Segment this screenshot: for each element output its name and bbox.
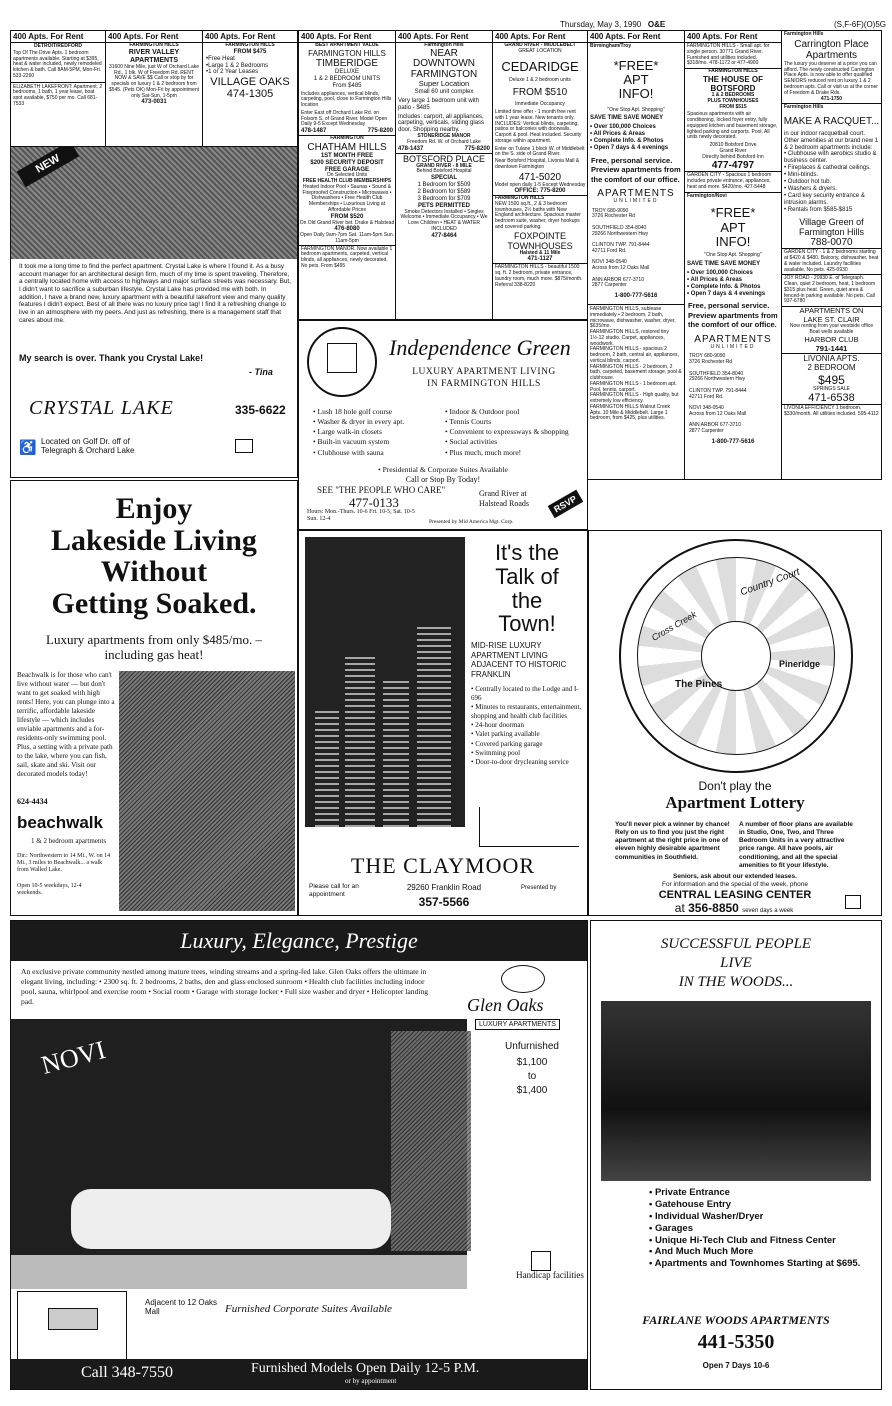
ad-phones: 478-1487 775-8200 xyxy=(301,128,393,135)
office-row: SOUTHFIELD 354-8040 29266 Northwestern Hwy xyxy=(592,224,649,237)
amenity-item: • Door-to-door drycleaning service xyxy=(471,757,569,766)
amenity-item: • Large walk-in closets xyxy=(313,427,382,437)
ad-title: Independence Green xyxy=(389,335,571,360)
ad-phone: 473-0031 xyxy=(141,99,167,106)
ad-phone: 471-1127 xyxy=(527,256,553,263)
col-header: 400 Apts. For Rent xyxy=(11,31,105,43)
body-text: A number of floor plans are available in Studio, One, Two, and Three Bedroom Units in a very attractive price range. All have pools, air conditioning, and all the special amenities to fit your lifestyle. xyxy=(739,821,853,869)
subheadline: MID-RISE LUXURY APARTMENT LIVING ADJACENT TO HISTORIC FRANKLIN xyxy=(471,641,567,679)
ad-line: On Selected Units xyxy=(326,172,368,179)
office-row: SOUTHFIELD 354-8040 29266 Northwestern Hwy xyxy=(689,370,746,383)
masthead-date: Thursday, May 3, 1990 xyxy=(560,20,642,29)
ad-price: FROM $520 xyxy=(330,213,364,220)
ad-text: Enter on Tulane 1 block W. of Middlebelt on the S. side of Grand River. xyxy=(495,145,585,158)
accessibility-icon: ♿ xyxy=(19,439,37,455)
ad-city: Farmington Hills xyxy=(784,104,824,110)
ad-phone: 474-1305 xyxy=(226,88,274,101)
ad-price: From $485 xyxy=(332,82,362,89)
location-text: Located on Golf Dr. off of Telegraph & Orchard Lake xyxy=(41,437,135,455)
ad-name: UNLIMITED xyxy=(710,343,756,350)
ad-text: Very large 1 bedroom unit with patio - $485 xyxy=(398,97,480,111)
ad-text: FARMINGTON HILLS - beautiful 1500 sq. ft. 2 bedroom, private entrance, laundry room, much more. $875/month. Referral 338-8220 xyxy=(495,264,583,288)
ad-name: UNLIMITED xyxy=(613,197,659,204)
ad-name: BOTSFORD PLACE xyxy=(402,153,485,164)
ad-text: Heated Indoor Pool • Saunas • Sound & Fireproofed Construction • Microwaves • Dishwashers • Free Health Club Memberships • Luxurious Living at Affordable Prices xyxy=(302,183,392,213)
col-header: 400 Apts. For Rent xyxy=(299,31,395,43)
photo-woods-lake xyxy=(601,1001,871,1181)
phone-number: 335-6622 xyxy=(235,403,286,417)
ad-phone: 471-5020 xyxy=(518,171,562,183)
free-apt-info: *FREE* APT INFO! xyxy=(613,57,659,102)
equal-housing-icon xyxy=(845,895,861,909)
phone-number: 477-0133 xyxy=(349,495,399,510)
ad-city: Birmingham/Troy xyxy=(590,43,632,49)
ad-sub: 1 & 2 bedroom apartments xyxy=(31,837,107,845)
ad-tagline: "One Stop Apt. Shopping" xyxy=(704,252,762,259)
equal-housing-icon xyxy=(235,439,253,453)
headline: Don't play the xyxy=(698,779,772,793)
col-header: 400 Apts. For Rent xyxy=(106,31,202,43)
ad-city: Farmington/Novi xyxy=(687,192,727,199)
classified-col-3 xyxy=(202,30,298,148)
office-row: TROY 680-9090 3726 Rochester Rd xyxy=(689,353,733,366)
office-row: ANN ARBOR 677-3710 2877 Carpenter xyxy=(689,422,741,435)
ad-text: Spacious apartments with air conditioning, locked foyer entry, fully equipped kitchen and basement storage, lighted parking and carports. Pool. All units newly decorated. xyxy=(687,111,778,141)
building-icon xyxy=(327,343,357,373)
bullet-item: • Open 7 days & 4 evenings xyxy=(590,144,669,151)
ad-address: Directly behind Botsford Inn xyxy=(702,153,764,160)
amenity-item: • Lush 18 hole golf course xyxy=(313,407,393,416)
bullet-item: •1 or 2 Year Leases xyxy=(206,69,259,76)
ad-sub: Deluxe 1 & 2 bedroom units xyxy=(509,76,571,83)
ad-city: FARMINGTON HILLS xyxy=(225,42,275,48)
fairlane-woods-ad xyxy=(590,920,882,1390)
ad-sub: DELUXE xyxy=(334,68,359,75)
amenity-item: • Minutes to restaurants, entertainment, shopping and health club facilities xyxy=(471,703,582,721)
crystal-lake-logo: CRYSTAL LAKE xyxy=(29,397,174,419)
new-badge: NEW xyxy=(17,146,79,187)
bullet-item: • All Prices & Areas xyxy=(687,276,743,283)
bullet-item: • Washers & dryers. xyxy=(784,185,837,192)
lottery-wheel-graphic xyxy=(619,539,853,773)
logo-subtitle: LUXURY APARTMENTS xyxy=(475,1019,560,1030)
ad-name: CEDARIDGE xyxy=(501,58,579,74)
banner-text: Luxury, Elegance, Prestige xyxy=(180,928,418,953)
body-text: You'll never pick a winner by chance! Rely on us to find you just the right apartment at the right price in one of eleven highly desirable apartment communities in Southfield. xyxy=(615,821,730,861)
ad-name: APARTMENTS xyxy=(694,333,772,345)
ad-text: Smoke Detectors Installed • Singles Welcome • Immediate Occupancy • We Love Children • HEAT & WATER INCLUDED xyxy=(400,208,488,232)
ad-text: to xyxy=(527,1071,537,1082)
ad-text: Adjacent to 12 Oaks Mall xyxy=(145,1298,218,1316)
ad-text: 31600 Nine Mile, just W of Orchard Lake Rd., 1 blk. W of Freedom Rd. RENT NOW & SAVE $$ Call or stop by for specials on luxury 1 & 2 bedroom from $545. (Pets OK) Mon-Fri by appointment only Sat-Sun, 1-5pm xyxy=(108,63,200,99)
ad-text: NEW 1500 sq.ft., 2 & 3 bedroom townhouses, 2½ baths with New England architecture. Spacious master bedroom suite, washer, dryer hookups and covered parking. xyxy=(495,200,581,230)
classified-col-6 xyxy=(492,30,588,320)
ad-city: FARMINGTON HILLS xyxy=(129,42,179,48)
bullet-item: • Open 7 days & 4 evenings xyxy=(687,290,766,297)
amenity-item: • Plus much, much more! xyxy=(445,447,522,457)
headline: SUCCESSFUL PEOPLE LIVE IN THE WOODS... xyxy=(660,936,812,990)
ad-price: 3 Bedroom for $709 xyxy=(417,195,471,202)
ad-line: FREE GARAGE xyxy=(324,166,369,173)
ad-text: JOY ROAD - 20930 E. of Telegraph. Clean, quiet 2 bedroom, heat, 1 bedroom $315 plus heat. Green, quiet area & fenced-in parking available. No pets. Call 937-6780 xyxy=(784,275,876,305)
ad-text: LIVONIA EFFICIENCY 1 bedroom, $330/month. All utilities included. 595-4112 xyxy=(784,405,879,418)
col-header: 400 Apts. For Rent xyxy=(396,31,492,43)
ad-price: 2 Bedroom for $589 xyxy=(417,188,471,195)
claymoor-logo: THE CLAYMOOR xyxy=(350,853,536,878)
amenity-item: • Apartments and Townhomes Starting at $695. xyxy=(649,1258,861,1270)
ad-name: NEAR DOWNTOWN FARMINGTON xyxy=(410,47,478,80)
ad-phone: 791-1441 xyxy=(815,343,848,353)
ad-line: $200 SECURITY DEPOSIT xyxy=(310,159,384,166)
masthead-code: (S,F-6F)(O)5G xyxy=(834,20,886,29)
ad-sub: Small 60 unit complex xyxy=(414,88,474,95)
ad-label: GRAND RIVER - MIDDLEBELT xyxy=(504,42,576,48)
bullet-item: •Large 1 & 2 Bedrooms xyxy=(206,62,269,69)
amenity-item: • Tennis Courts xyxy=(445,417,492,427)
amenity-item: • Built-in vacuum system xyxy=(313,437,390,447)
ad-phone: OFFICE: 775-8200 xyxy=(514,188,566,195)
testimonial-signature: - Tina xyxy=(249,367,273,377)
bullet-item: • Outdoor hot tub. xyxy=(784,178,832,185)
ad-name: LAKE ST. CLAIR xyxy=(803,314,860,324)
ad-text: Free, personal service. Preview apartments from the comfort of our office. xyxy=(688,301,778,330)
ad-phone: 471-1750 xyxy=(820,96,843,103)
office-row: ANN ARBOR 677-3710 2877 Carpenter xyxy=(592,276,644,289)
bullet-item: •Free Heat xyxy=(206,55,235,62)
amenity-item: • Convenient to expressways & shopping xyxy=(445,427,569,437)
ad-text: GARDEN CITY - 1 & 2 bedrooms starting at $420 & $480. Balcony, dishwasher, heat & water included. Laundry facilities available. No pets. 425-0930 xyxy=(784,249,879,273)
ad-text: FARMINGTON HILLS - Small apt. for single person. 30771 Grand River. Furnished and utilities included. $318/mo. 478-1172 or 477-4900 xyxy=(687,43,770,67)
small-classifieds: FARMINGTON HILLS, sublease immediately • 2 bedroom, 2 bath, microwave, dishwasher, washer, dryer, $635/mo. FARMINGTON HILLS, restored tiny 1½-12 studio. Carpet, appliances, woodwork. FARMINGTON HILLS - spacious 2 bedroom, 2 bath, central air, appliances, vertical blinds, carport. FARMINGTON HILLS - 2 bedroom, 2 bath, carpeted, basement storage, pool & clubhouse. FARMINGTON HILLS - 1 bedroom apt. Pool, tennis, carport. FARMINGTON HILLS - High quality, but extremely low efficiency. FARMINGTON HILLS Walnut Creek Apts. 10 Mile & Middlebelt. Large 1 bedroom, from $425, plus utilities. xyxy=(590,306,682,422)
headline: It's the Talk of the Town! xyxy=(494,540,560,637)
ad-city: FARMINGTON HILLS xyxy=(708,68,758,74)
ad-name: THE HOUSE OF xyxy=(702,74,763,84)
ad-title: DETROIT/REDFORD xyxy=(33,43,83,49)
ad-text: For information and the special of the week, phone xyxy=(662,881,808,888)
ad-name: STONERIDGE MANOR xyxy=(417,133,471,140)
ad-text: • Presidential & Corporate Suites Available xyxy=(378,465,508,474)
ad-line: FREE HEALTH CLUB MEMBERSHIPS xyxy=(302,178,392,185)
ad-sub: Unfurnished xyxy=(505,1041,559,1052)
ad-text: Seniors, ask about our extended leases. xyxy=(673,873,797,880)
ad-hours: Hours: Mon.-Thurs. 10-6 Fri. 10-5, Sat. 10-5 Sun. 12-4 xyxy=(307,509,415,522)
ad-text: Now renting from your westside office xyxy=(789,323,874,330)
bullet-item: • Clubhouse with aerobics studio & business center. xyxy=(784,151,877,165)
crystal-lake-ad xyxy=(10,146,298,478)
amenity-item: • Clubhouse with sauna xyxy=(313,447,384,457)
classified-col-7 xyxy=(587,30,685,480)
ad-location: Halsted & 11 Mile xyxy=(519,249,561,256)
ad-hours: Model open daily 1-5 Except Wednesday xyxy=(494,181,586,188)
headline: Apartment Lottery xyxy=(665,793,805,812)
ad-price: FROM $475 xyxy=(233,48,267,55)
phone-number: 357-5566 xyxy=(418,895,470,909)
ad-text: Handicap facilities xyxy=(516,1270,584,1280)
ad-phone: 1-800-777-5616 xyxy=(711,438,755,445)
glen-oaks-emblem-icon xyxy=(501,965,545,993)
community-name: Cross Creek xyxy=(649,609,699,643)
beachwalk-ad xyxy=(10,480,298,916)
ad-text: Top Of The Drive Apts. 1 bedroom apartments available. Starting at $395, heat & water included, newly remodeled kitchen & bath. Call 8AM-5PM, Mon-Fri. 533-2260 xyxy=(13,49,102,79)
bullet-item: • Mini-blinds. xyxy=(784,172,819,179)
ad-slogan: SAVE TIME SAVE MONEY xyxy=(590,115,664,122)
ad-slogan: SEE "THE PEOPLE WHO CARE" xyxy=(317,485,446,495)
ad-city: FARMINGTON HILLS xyxy=(308,48,386,58)
ad-address: Grand River xyxy=(719,147,747,154)
amenity-item: • Centrally located to the Lodge and I-696 xyxy=(471,685,579,703)
ad-sub: GRAND RIVER - 8 MILE xyxy=(416,162,472,169)
ad-text: Includes: carport, all appliances, carpeting, verticals, sliding glass door. Shopping nearby. xyxy=(398,113,485,134)
ad-sub: Immediate Occupancy xyxy=(515,101,565,108)
amenity-item: • Covered parking garage xyxy=(471,739,543,748)
ad-phone: 477-4797 xyxy=(711,160,755,172)
ad-text: On Old Grand River bet. Drake & Halstead xyxy=(299,219,395,226)
office-row: CLINTON TWP. 791-8444 42711 Ford Rd. xyxy=(689,387,747,400)
ad-phone: 788-0070 xyxy=(810,237,853,249)
handicap-icon xyxy=(531,1251,551,1271)
ad-text: Limited time offer - 1 month free rent with 1 year lease. New tenants only. INCLUDES: Vertical blinds, carpeting, patios or balconies with doorwalls. Carport & pool. Heat included. Security storage within apartment. xyxy=(495,109,582,144)
community-name: Country Court xyxy=(738,566,802,599)
ad-name: Village Green of Farmington Hills xyxy=(798,217,865,238)
amenity-item: • Washer & dryer in every apt. xyxy=(313,417,405,427)
subheadline: Luxury apartments from only $485/mo. – including gas heat! xyxy=(46,632,262,662)
headline: Enjoy Lakeside Living Without Getting Soaked. xyxy=(51,492,257,620)
classified-col-2 xyxy=(105,30,203,148)
body-text: Beachwalk is for those who can't live without water — but don't want to get soaked with high rents! Here, you can plunge into a terrific, affordable lakeside lifestyle — which includes enviable apartments and a for-residents-only swimming pool. Plus, a setting with a private path to the lake, where you can fish, sail, skate and ski. Visit our decorated models today! xyxy=(17,671,115,778)
ad-name: BOTSFORD xyxy=(710,83,756,93)
phone-number: 441-5350 xyxy=(697,1331,775,1353)
ad-city: Farmington Hills xyxy=(784,31,824,37)
glen-oaks-logo: Glen Oaks xyxy=(467,995,544,1015)
office-row: TROY 680-9090 3726 Rochester Rd xyxy=(592,207,636,220)
ad-name: Carrington Place Apartments xyxy=(794,38,869,61)
ad-text: Freedom Rd. W. of Orchard Lake xyxy=(407,138,481,145)
ad-city: Farmington Hills xyxy=(424,42,464,48)
ad-sub: Behind Botsford Hospital xyxy=(416,168,472,175)
ad-label: BEST APARTMENT VALUE xyxy=(315,42,379,48)
classified-col-9 xyxy=(781,30,882,480)
ad-name: CENTRAL LEASING CENTER xyxy=(658,889,812,901)
ad-text: Boat wells available xyxy=(809,329,854,336)
ad-text: Please call for an appointment xyxy=(309,883,359,898)
intro-text: An exclusive private community nestled among mature trees, winding streams and a spring-fed lake. Glen Oaks offers the ultimate in elegant living, including: • 2300 sq. ft. 2 bedrooms, 2 baths, den and glass enclosed sunroom • Health club facilities including indoor pool, sauna, whirlpool and exercise room • Social room • Garage with storage locker • Full size washer and dryer • Helicopter landing pad. xyxy=(21,967,429,1006)
ad-text: Call or Stop By Today! xyxy=(405,475,481,484)
ad-text: Free, personal service. Preview apartments from the comfort of our office. xyxy=(591,155,681,184)
community-name: The Pines xyxy=(675,679,723,690)
ad-price: FROM $515 xyxy=(719,103,747,110)
map-icon xyxy=(479,807,579,847)
independence-green-ad xyxy=(298,320,588,530)
ad-hours: Open Daily 9am-7pm Sat. 11am-5pm Sun. 11am-5pm xyxy=(299,232,395,244)
location-map xyxy=(17,1291,127,1361)
bullet-item: • Complete Info. & Photos xyxy=(590,138,664,145)
ad-text: The luxury you deserve at a price you can afford. The newly constructed Carrington Place Apts. is now able to offer qualified SENIORS reduced rent on luxury 1 & 2 bedroom apts. Call or visit us at the corner of Freedom & Drake Rds. xyxy=(784,60,878,96)
ad-name: LIVONIA APTS. xyxy=(803,354,860,364)
phone-line: at 356-8850 seven days a week xyxy=(674,901,794,915)
ad-phones: 478-1437 775-8200 xyxy=(398,145,490,152)
ad-text: GARDEN CITY - Spacious 1 bedroom includes private entrance, appliances, heat and more. $420/mo. 427-5448 xyxy=(687,172,772,190)
ad-city: FARMINGTON xyxy=(330,135,364,141)
bullet-item: • Complete Info. & Photos xyxy=(687,283,761,290)
ad-phone: 471-6538 xyxy=(808,392,855,405)
directions: Dir.: Northwestern to 14 Mi., W. on 14 Mi., 3 miles to Beachwalk... a walk from Walled Lake. xyxy=(17,853,111,874)
col-header: 400 Apts. For Rent xyxy=(588,31,684,43)
ad-name: HARBOR CLUB xyxy=(804,334,859,344)
bullet-item: • Fireplaces & cathedral ceilings. xyxy=(784,165,871,172)
rose-illustration xyxy=(391,1031,471,1251)
ad-slogan: SAVE TIME SAVE MONEY xyxy=(687,261,761,268)
amenity-item: • Valet parking available xyxy=(471,730,540,739)
classified-col-8 xyxy=(684,30,782,480)
ad-text: in our indoor racquetball court. Other amenities at our brand new 1 & 2 bedroom apartments include: xyxy=(784,130,879,151)
banner xyxy=(11,921,587,961)
classified-col-4 xyxy=(298,30,396,320)
ad-line: PETS PERMITTED xyxy=(417,202,470,209)
beachwalk-logo: beachwalk xyxy=(17,813,103,832)
ad-sub: Super Location xyxy=(418,79,470,89)
ad-text: Furnished Corporate Suites Available xyxy=(225,1303,392,1315)
amenity-item: • Indoor & Outdoor pool xyxy=(445,407,520,416)
bullet-item: • Card key security entrance & intrusion alarms. xyxy=(784,192,865,206)
amenity-item: • Swimming pool xyxy=(471,748,521,757)
ad-tagline: "One Stop Apt. Shopping" xyxy=(607,106,665,113)
ad-price: $1,400 xyxy=(516,1085,548,1096)
ad-city: FARMINGTON HILLS xyxy=(495,195,545,202)
ad-price: $1,100 xyxy=(516,1057,548,1068)
ad-label: GREAT LOCATION xyxy=(518,47,562,54)
bullet-item: • Rentals from $585-$815 xyxy=(784,206,853,213)
ad-line: 1ST MONTH FREE xyxy=(320,152,374,159)
ad-hours: Furnished Models Open Daily 12-5 P.M. xyxy=(251,1361,480,1376)
ad-text: ELIZABETH LAKEFRONT: Apartment, 2 bedrooms, 1 bath, 1 year lease, boat spot available, $750 per mo. Call 681-7533 xyxy=(13,83,103,107)
rsvp-badge: RSVP xyxy=(548,490,583,518)
amenity-item: • Gatehouse Entry xyxy=(649,1198,731,1210)
ad-phone: 1-800-777-5616 xyxy=(614,293,658,300)
ad-text: Includes appliances, vertical blinds, carpeting, pool, close to Farmington Hills location xyxy=(301,90,392,109)
ad-text: or by appointment xyxy=(345,1377,397,1385)
ad-hours: Open 7 Days 10-6 xyxy=(702,1361,770,1370)
glen-oaks-ad xyxy=(10,920,588,1390)
ad-name: TIMBERIDGE xyxy=(315,57,379,69)
office-row: NOVI 348-0540 Across from 12 Oaks Mall xyxy=(592,259,650,272)
phone-number: Call 348-7550 xyxy=(81,1364,173,1381)
amenity-item: • And Much Much More xyxy=(649,1246,754,1258)
bullet-item: • Over 100,000 Choices xyxy=(687,269,753,276)
ad-credit: Presented by Mid America Mgt. Corp. xyxy=(429,519,514,525)
bullet-item: • All Prices & Areas xyxy=(590,131,646,138)
city-skyline-graphic xyxy=(305,537,465,827)
ad-price: $495 xyxy=(818,372,845,387)
amenity-item: • Individual Washer/Dryer xyxy=(649,1210,764,1222)
ad-tagline: IN FARMINGTON HILLS xyxy=(427,379,541,389)
location-text: Grand River at Halstead Roads xyxy=(479,489,529,508)
ad-name: VILLAGE OAKS xyxy=(210,76,290,89)
ad-headline: MAKE A RACQUET... xyxy=(783,115,880,127)
phone-number: 624-4434 xyxy=(17,797,48,806)
ad-address: 29260 Franklin Road xyxy=(406,883,482,892)
novi-badge: NOVI xyxy=(38,1035,109,1080)
ad-phone: 477-8464 xyxy=(431,232,457,239)
community-name: Pineridge xyxy=(779,659,821,669)
col-header: 400 Apts. For Rent xyxy=(685,31,781,43)
photo-man-portrait xyxy=(119,671,295,911)
ad-sub: 1 & 2 BEDROOM UNITS xyxy=(313,75,381,82)
testimonial-text: It took me a long time to find the perfect apartment. Crystal Lake is where I found it. As a busy account manager for an architectural design firm, much of my time is spent traveling. Therefore, a centrally located home with access to highways and major surface streets was necessary. But, I didn't want to sacrifice a suburban lifestyle. Crystal Lake has provided me with both. In addition, I have a brand new, luxury apartment with a beautiful lakefront view and many quality features I didn't expect. Best of all there was no luxury price tag! I find it a refreshing change to live in an atmosphere with my peers. And just as refreshing, there is a management staff that cares about me. xyxy=(19,263,291,324)
ad-name: RIVER VALLEY APARTMENTS xyxy=(128,48,180,64)
ad-credit: Presented by xyxy=(521,885,557,891)
masthead-section: O&E xyxy=(647,20,666,29)
bullet-item: • Over 100,000 Choices xyxy=(590,124,656,131)
ad-text: Enter East off Orchard Lake Rd. on Folsom S. of Grand River. Model Open Daily 9-5 Except Wednesday xyxy=(301,109,388,128)
footer-bar xyxy=(11,1359,587,1389)
ad-name: APARTMENTS xyxy=(597,187,675,199)
claymoor-ad xyxy=(298,530,588,916)
ad-name: CHATHAM HILLS xyxy=(307,141,387,153)
office-row: NOVI 348-0540 Across from 12 Oaks Mall xyxy=(689,405,747,417)
central-leasing-ad xyxy=(588,530,882,916)
amenity-item: • Garages xyxy=(649,1222,693,1234)
ad-sub: 2 BEDROOM xyxy=(807,363,856,373)
ad-name: FAIRLANE WOODS APARTMENTS xyxy=(642,1313,830,1327)
office-row: CLINTON TWP. 791-8444 42711 Ford Rd. xyxy=(592,242,650,254)
ad-name: FOXPOINTE TOWNHOUSES xyxy=(507,230,573,251)
amenity-item: • 24-hour doorman xyxy=(471,721,524,730)
free-apt-info: *FREE* APT INFO! xyxy=(710,205,756,249)
ad-sub: 1 & 2 BEDROOMS xyxy=(711,92,755,99)
ad-name: APARTMENTS ON xyxy=(799,306,864,316)
classified-col-5 xyxy=(395,30,493,320)
ad-phone: 476-8080 xyxy=(334,226,360,233)
ad-text: FARMINGTON MANOR. Now available 1 bedroom apartments, carpeted, vertical blinds, all appliances, newly decorated. No pets. From $495 xyxy=(301,245,393,269)
col-header: 400 Apts. For Rent xyxy=(203,31,297,43)
ad-sub: SPRINGS SALE xyxy=(813,385,850,392)
ad-special: SPECIAL xyxy=(430,175,457,182)
col-header: 400 Apts. For Rent xyxy=(493,31,587,43)
amenity-item: • Private Entrance xyxy=(649,1187,730,1198)
testimonial-quote: My search is over. Thank you Crystal Lake! xyxy=(19,353,204,363)
amenity-item: • Unique Hi-Tech Club and Fitness Center xyxy=(649,1234,836,1246)
ad-address: 20810 Botsford Drive xyxy=(709,142,757,149)
ad-tagline: LUXURY APARTMENT LIVING xyxy=(412,367,556,377)
ad-sub: PLUS TOWNHOUSES xyxy=(707,97,759,104)
classified-col-1 xyxy=(10,30,106,148)
amenity-item: • Social activities xyxy=(445,437,498,447)
ad-text: Near Botsford Hospital, Livonia Mall & downtown Farmington xyxy=(495,158,580,170)
ad-hours: Open 10-5 weekdays, 12-4 weekends. xyxy=(17,883,82,897)
ad-price: 1 Bedroom for $509 xyxy=(417,182,471,188)
ad-price: FROM $510 xyxy=(512,87,568,99)
